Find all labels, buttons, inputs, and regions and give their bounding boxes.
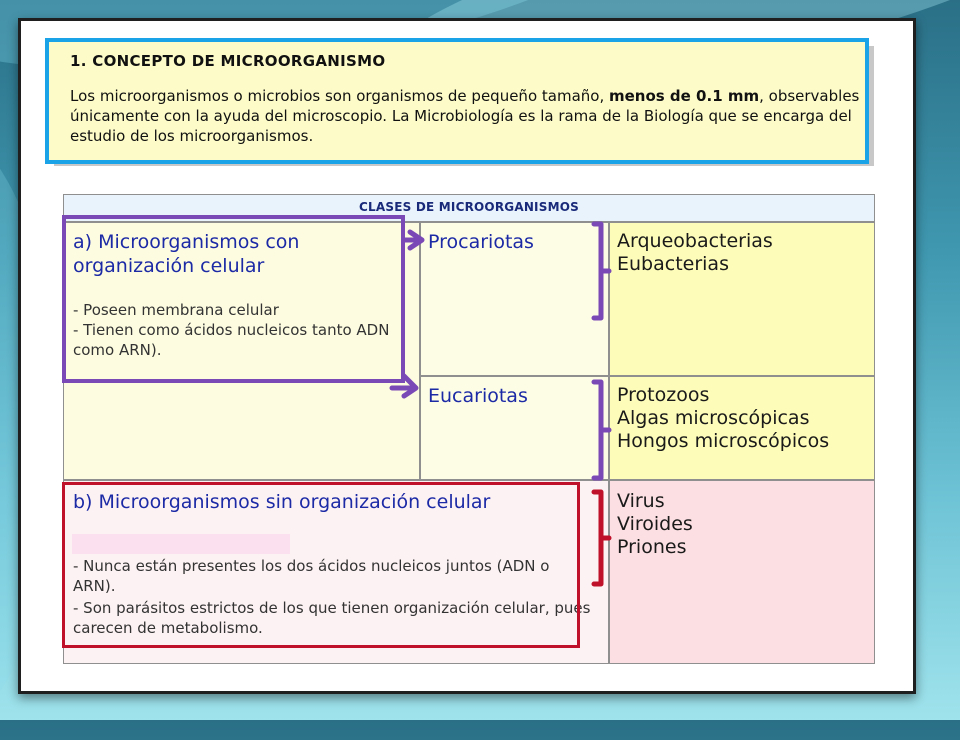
group-b-point: - Son parásitos estrictos de los que tienen organización celular, pues carecen de metabolismo. — [73, 599, 591, 637]
list-item: Priones — [617, 536, 687, 558]
eucariotas-list — [617, 384, 829, 453]
concept-highlight-frame — [45, 38, 869, 164]
group-a-point: - Tienen como ácidos nucleicos tanto ADN como ARN). — [73, 321, 390, 359]
group-b-list — [617, 490, 693, 559]
concept-text-part1: Los microorganismos o microbios son organismos de pequeño tamaño, — [70, 87, 609, 105]
concept-title: 1. CONCEPTO DE MICROORGANISMO — [70, 52, 386, 70]
group-a-point: - Poseen membrana celular — [73, 301, 279, 319]
table-header-label: CLASES DE MICROORGANISMOS — [359, 200, 579, 214]
concept-text-part2: , observables únicamente con la ayuda del microscopio. La Microbiología es la rama de la Biología que se encarga del estudio de los microorganismos. — [70, 87, 860, 145]
group-b-highlight-frame — [62, 482, 580, 648]
list-item: Eubacterias — [617, 253, 729, 275]
list-item: Algas microscópicas — [617, 407, 810, 429]
list-item: Hongos microscópicos — [617, 430, 830, 452]
list-item: Arqueobacterias — [617, 230, 773, 252]
eucariotas-label: Eucariotas — [428, 385, 528, 407]
group-b-point: - Nunca están presentes los dos ácidos nucleicos juntos (ADN o ARN). — [73, 557, 550, 595]
group-a-highlight-frame — [62, 215, 405, 383]
concept-text-bold: menos de 0.1 mm — [608, 87, 760, 105]
list-item: Viroides — [617, 513, 693, 535]
list-item: Protozoos — [617, 384, 710, 406]
procariotas-label: Procariotas — [428, 231, 534, 253]
list-item: Virus — [617, 490, 665, 512]
group-b-title: b) Microorganismos sin organización celular — [73, 491, 491, 513]
group-a-title: a) Microorganismos con organización celular — [73, 231, 300, 277]
procariotas-list — [617, 230, 773, 276]
